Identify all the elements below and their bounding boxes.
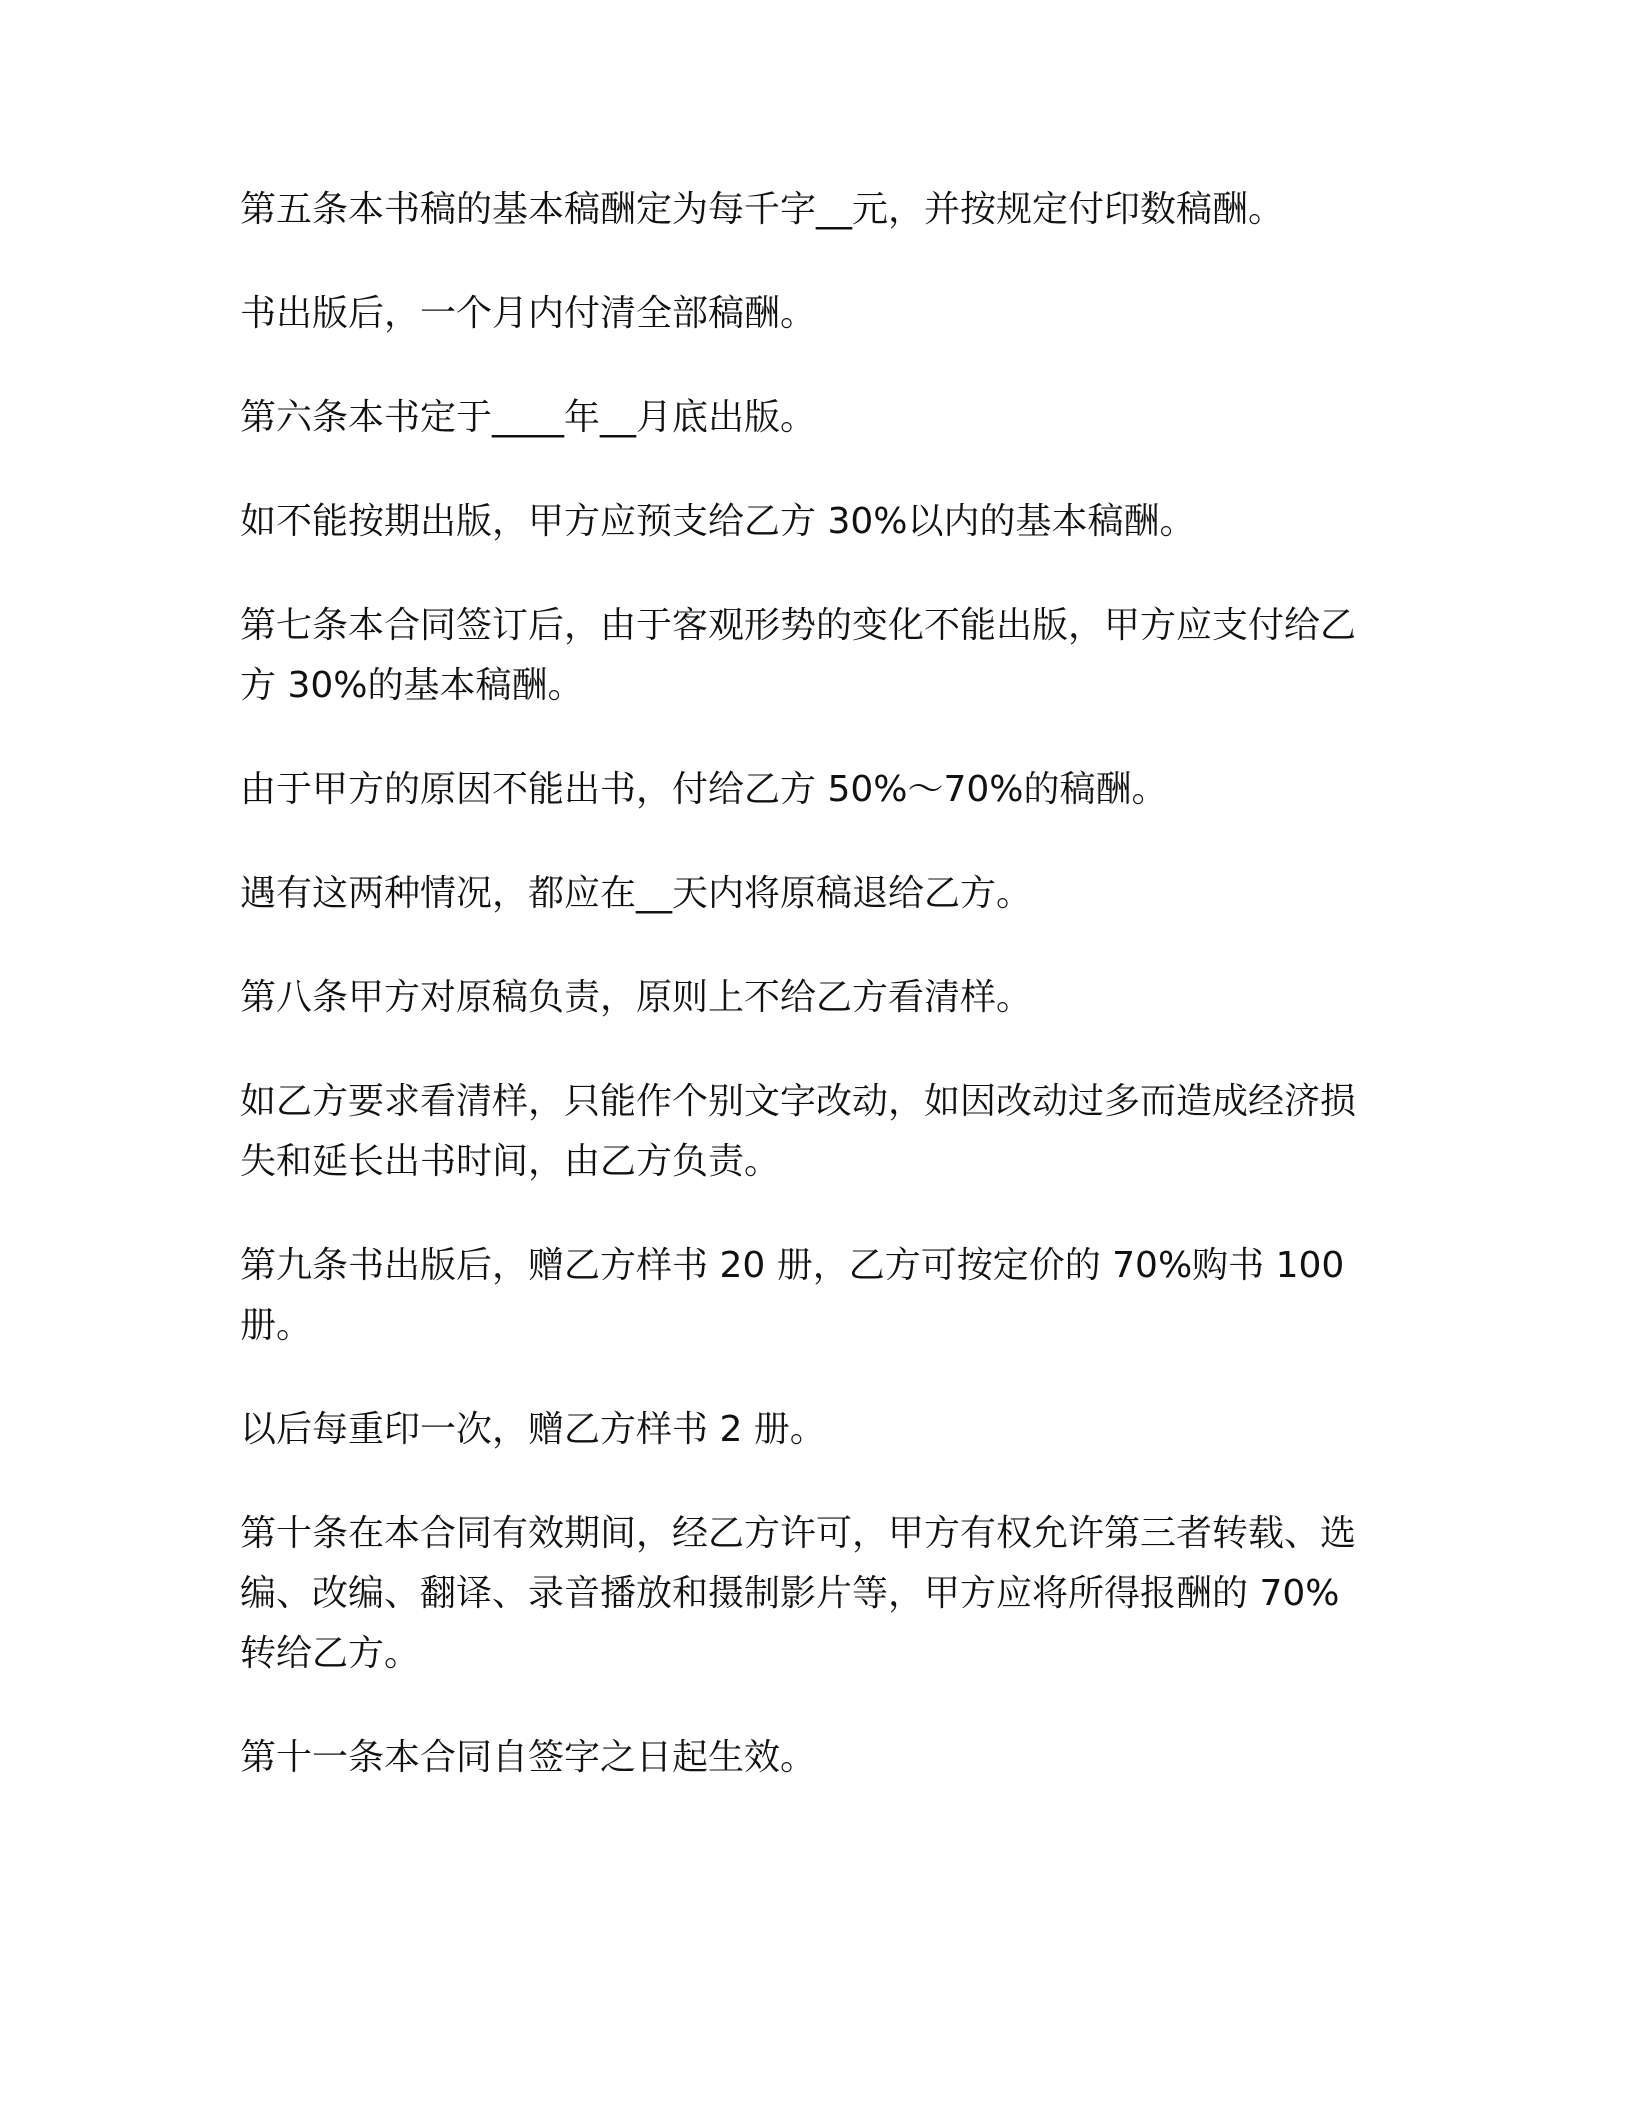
paragraph-article-11: 第十一条本合同自签字之日起生效。 [240,1737,817,1778]
paragraph-article-10: 第十条在本合同有效期间，经乙方许可，甲方有权允许第三者转载、选编、改编、翻译、录音播放和摄制影片等，甲方应将所得报酬的 70%转给乙方。 [240,1513,1357,1674]
paragraph-article-5: 第五条本书稿的基本稿酬定为每千字__元，并按规定付印数稿酬。 [240,189,1285,230]
paragraph-reprint-copies: 以后每重印一次，赠乙方样书 2 册。 [240,1409,826,1450]
paragraph-party-a-fault: 由于甲方的原因不能出书，付给乙方 50%～70%的稿酬。 [240,769,1168,810]
paragraph-article-8: 第八条甲方对原稿负责，原则上不给乙方看清样。 [240,977,1033,1018]
paragraph-proof-review: 如乙方要求看清样，只能作个别文字改动，如因改动过多而造成经济损失和延长出书时间，由乙方负责。 [240,1081,1357,1182]
paragraph-article-7: 第七条本合同签订后，由于客观形势的变化不能出版，甲方应支付给乙方 30%的基本稿酬。 [240,605,1357,706]
paragraph-manuscript-return: 遇有这两种情况，都应在__天内将原稿退给乙方。 [240,873,1033,914]
paragraph-article-6: 第六条本书定于____年__月底出版。 [240,397,817,438]
paragraph-payment-terms: 书出版后，一个月内付清全部稿酬。 [240,293,817,334]
document-body [240,180,1370,1832]
paragraph-delay-advance: 如不能按期出版，甲方应预支给乙方 30%以内的基本稿酬。 [240,501,1196,542]
paragraph-article-9: 第九条书出版后，赠乙方样书 20 册，乙方可按定价的 70%购书 100 册。 [240,1245,1345,1346]
